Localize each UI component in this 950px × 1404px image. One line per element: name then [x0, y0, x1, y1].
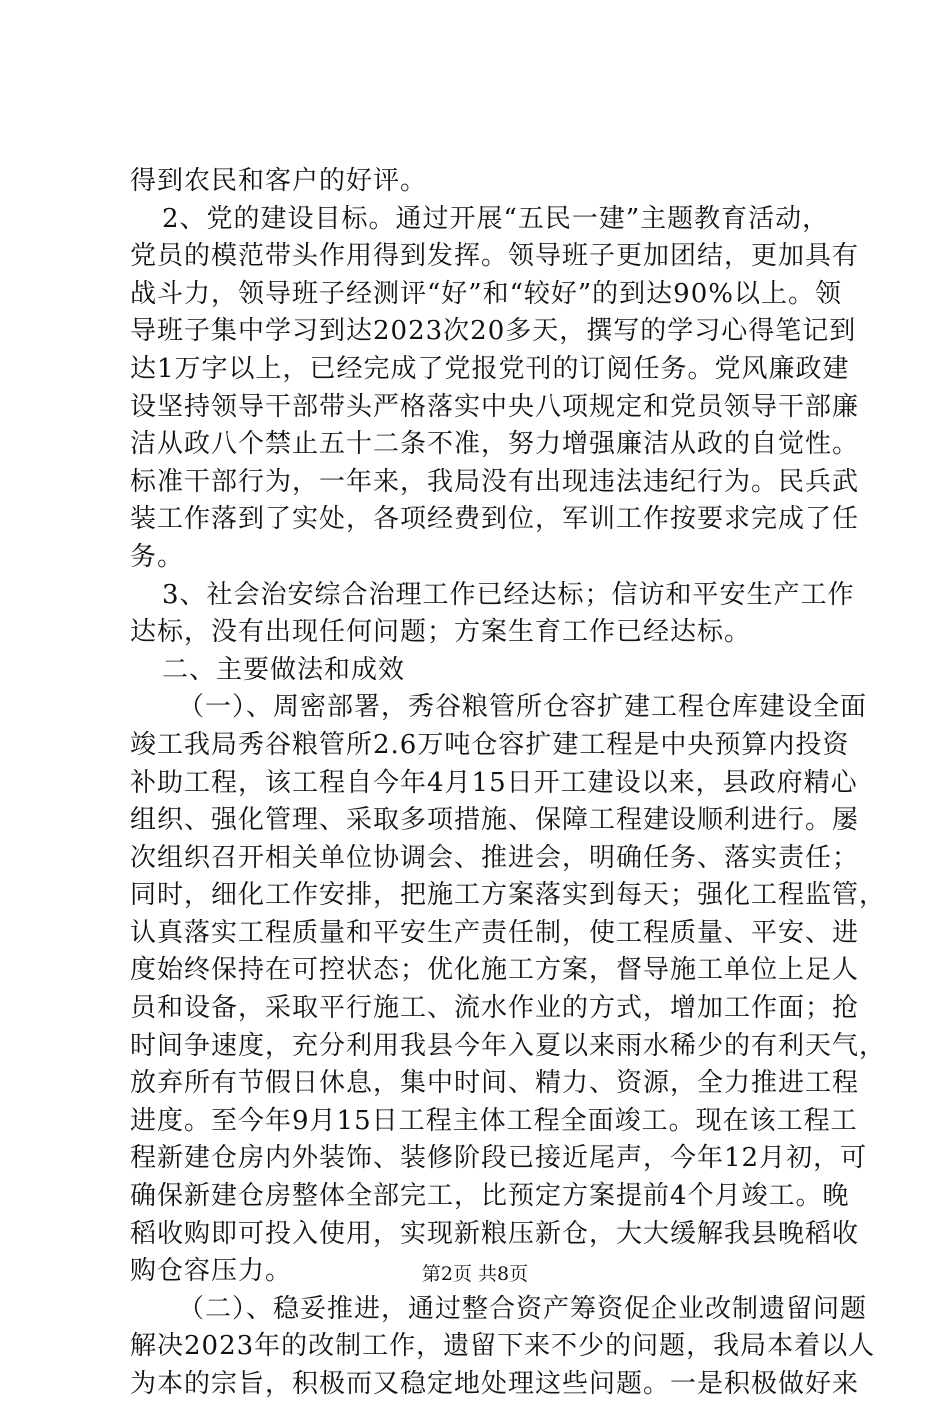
text-line: （一）、周密部署，秀谷粮管所仓容扩建工程仓库建设全面	[178, 692, 868, 723]
text-line: 战斗力，领导班子经测评“好”和“较好”的到达90%以上。领	[130, 278, 842, 309]
text-line: 党员的模范带头作用得到发挥。领导班子更加团结，更加具有	[130, 241, 860, 272]
text-line: 设坚持领导干部带头严格落实中央八项规定和党员领导干部廉	[130, 391, 860, 422]
text-line: 达1万字以上，已经完成了党报党刊的订阅任务。党风廉政建	[130, 353, 850, 384]
text-line: 导班子集中学习到达2023次20多天，撰写的学习心得笔记到	[130, 316, 857, 347]
text-line: 放弃所有节假日休息，集中时间、精力、资源，全力推进工程	[130, 1068, 860, 1099]
text-line: 补助工程，该工程自今年4月15日开工建设以来，县政府精心	[130, 767, 858, 798]
document-body	[130, 163, 887, 1404]
text-line: 程新建仓房内外装饰、装修阶段已接近尾声，今年12月初，可	[130, 1143, 868, 1174]
text-line: 竣工我局秀谷粮管所2.6万吨仓容扩建工程是中央预算内投资	[130, 729, 850, 760]
text-line: 装工作落到了实处，各项经费到位，军训工作按要求完成了任	[130, 504, 860, 535]
text-line: 认真落实工程质量和平安生产责任制，使工程质量、平安、进	[130, 917, 860, 948]
page-number-footer: 第2页 共8页	[421, 1263, 529, 1285]
text-line: 次组织召开相关单位协调会、推进会，明确任务、落实责任；	[130, 842, 860, 873]
text-line: 务。	[130, 541, 185, 572]
text-line: 员和设备，采取平行施工、流水作业的方式，增加工作面；抢	[130, 993, 860, 1024]
text-line: 时间争速度，充分利用我县今年入夏以来雨水稀少的有利天气，	[130, 1030, 887, 1061]
text-line: 购仓容压力。	[130, 1256, 293, 1287]
text-line: 3、社会治安综合治理工作已经达标；信访和平安生产工作	[162, 579, 855, 610]
text-line: （二）、稳妥推进，通过整合资产筹资促企业改制遗留问题	[178, 1293, 868, 1324]
text-line: 度始终保持在可控状态；优化施工方案，督导施工单位上足人	[130, 955, 860, 986]
text-line: 洁从政八个禁止五十二条不准，努力增强廉洁从政的自觉性。	[130, 429, 860, 460]
text-line: 解决2023年的改制工作，遗留下来不少的问题，我局本着以人	[130, 1331, 876, 1362]
text-line: 达标，没有出现任何问题；方案生育工作已经达标。	[130, 617, 752, 648]
text-line: 得到农民和客户的好评。	[130, 166, 428, 196]
text-line: 稻收购即可投入使用，实现新粮压新仓，大大缓解我县晚稻收	[130, 1218, 860, 1249]
text-line: 组织、强化管理、采取多项措施、保障工程建设顺利进行。屡	[130, 805, 860, 836]
text-line: 为本的宗旨，积极而又稳定地处理这些问题。一是积极做好来	[130, 1369, 860, 1399]
text-line: 确保新建仓房整体全部完工，比预定方案提前4个月竣工。晚	[130, 1181, 850, 1212]
text-line: 同时，细化工作安排，把施工方案落实到每天；强化工程监管，	[130, 880, 887, 911]
text-line: 进度。至今年9月15日工程主体工程全面竣工。现在该工程工	[130, 1105, 858, 1136]
section-heading: 二、主要做法和成效	[162, 654, 406, 685]
text-line: 2、党的建设目标。通过开展“五民一建”主题教育活动，	[162, 203, 830, 234]
text-line: 标准干部行为，一年来，我局没有出现违法违纪行为。民兵武	[130, 466, 860, 497]
